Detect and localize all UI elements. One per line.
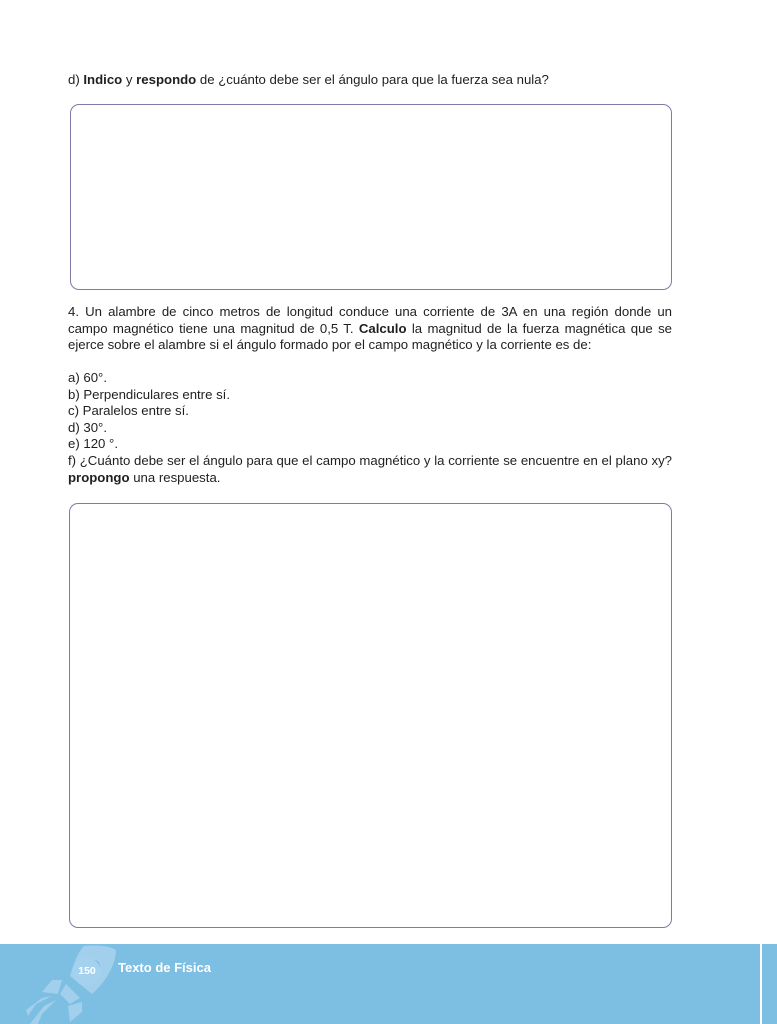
option-f [68, 453, 672, 486]
option-f-text-end: una respuesta. [129, 469, 221, 485]
question-d-text: de ¿cuánto debe ser el ángulo para que la fuerza sea nula? [196, 72, 549, 87]
question-4-text-end: la magnitud de la fuerza magnética que se ejerce sobre el alambre si el ángulo formado por el campo magnético y la corriente es de: [68, 320, 672, 352]
answer-box-4[interactable] [69, 503, 672, 928]
book-title: Texto de Física [118, 960, 211, 975]
option-b: b) Perpendiculares entre sí. [68, 386, 230, 402]
question-d-prefix: d) [68, 72, 84, 87]
question-4-text-start: 4. Un alambre de cinco metros de longitud conduce una corriente de 3A en una región donde un campo magnético tiene una magnitud de 0,5 T. [68, 304, 672, 336]
option-e: e) 120 °. [68, 436, 118, 452]
rocket-icon [22, 940, 122, 1024]
question-d-verb-respondo: respondo [136, 72, 197, 87]
option-f-text-start: f) ¿Cuánto debe ser el ángulo para que el campo magnético y la corriente se encuentre en el plano xy? [68, 452, 672, 468]
question-4 [68, 304, 672, 354]
option-d: d) 30°. [68, 419, 107, 435]
footer-edge-strip [762, 944, 777, 1024]
question-d-verb-indico: Indico [83, 72, 123, 87]
option-f-verb-propongo: propongo [68, 469, 130, 485]
option-a: a) 60°. [68, 370, 107, 385]
answer-box-d[interactable] [70, 104, 672, 290]
question-4-verb-calculo: Calculo [358, 320, 407, 336]
question-d-conjunction: y [122, 72, 137, 87]
question-d [68, 72, 672, 89]
option-list [68, 370, 672, 486]
option-c: c) Paralelos entre sí. [68, 403, 189, 419]
page-number: 150 [78, 965, 96, 977]
